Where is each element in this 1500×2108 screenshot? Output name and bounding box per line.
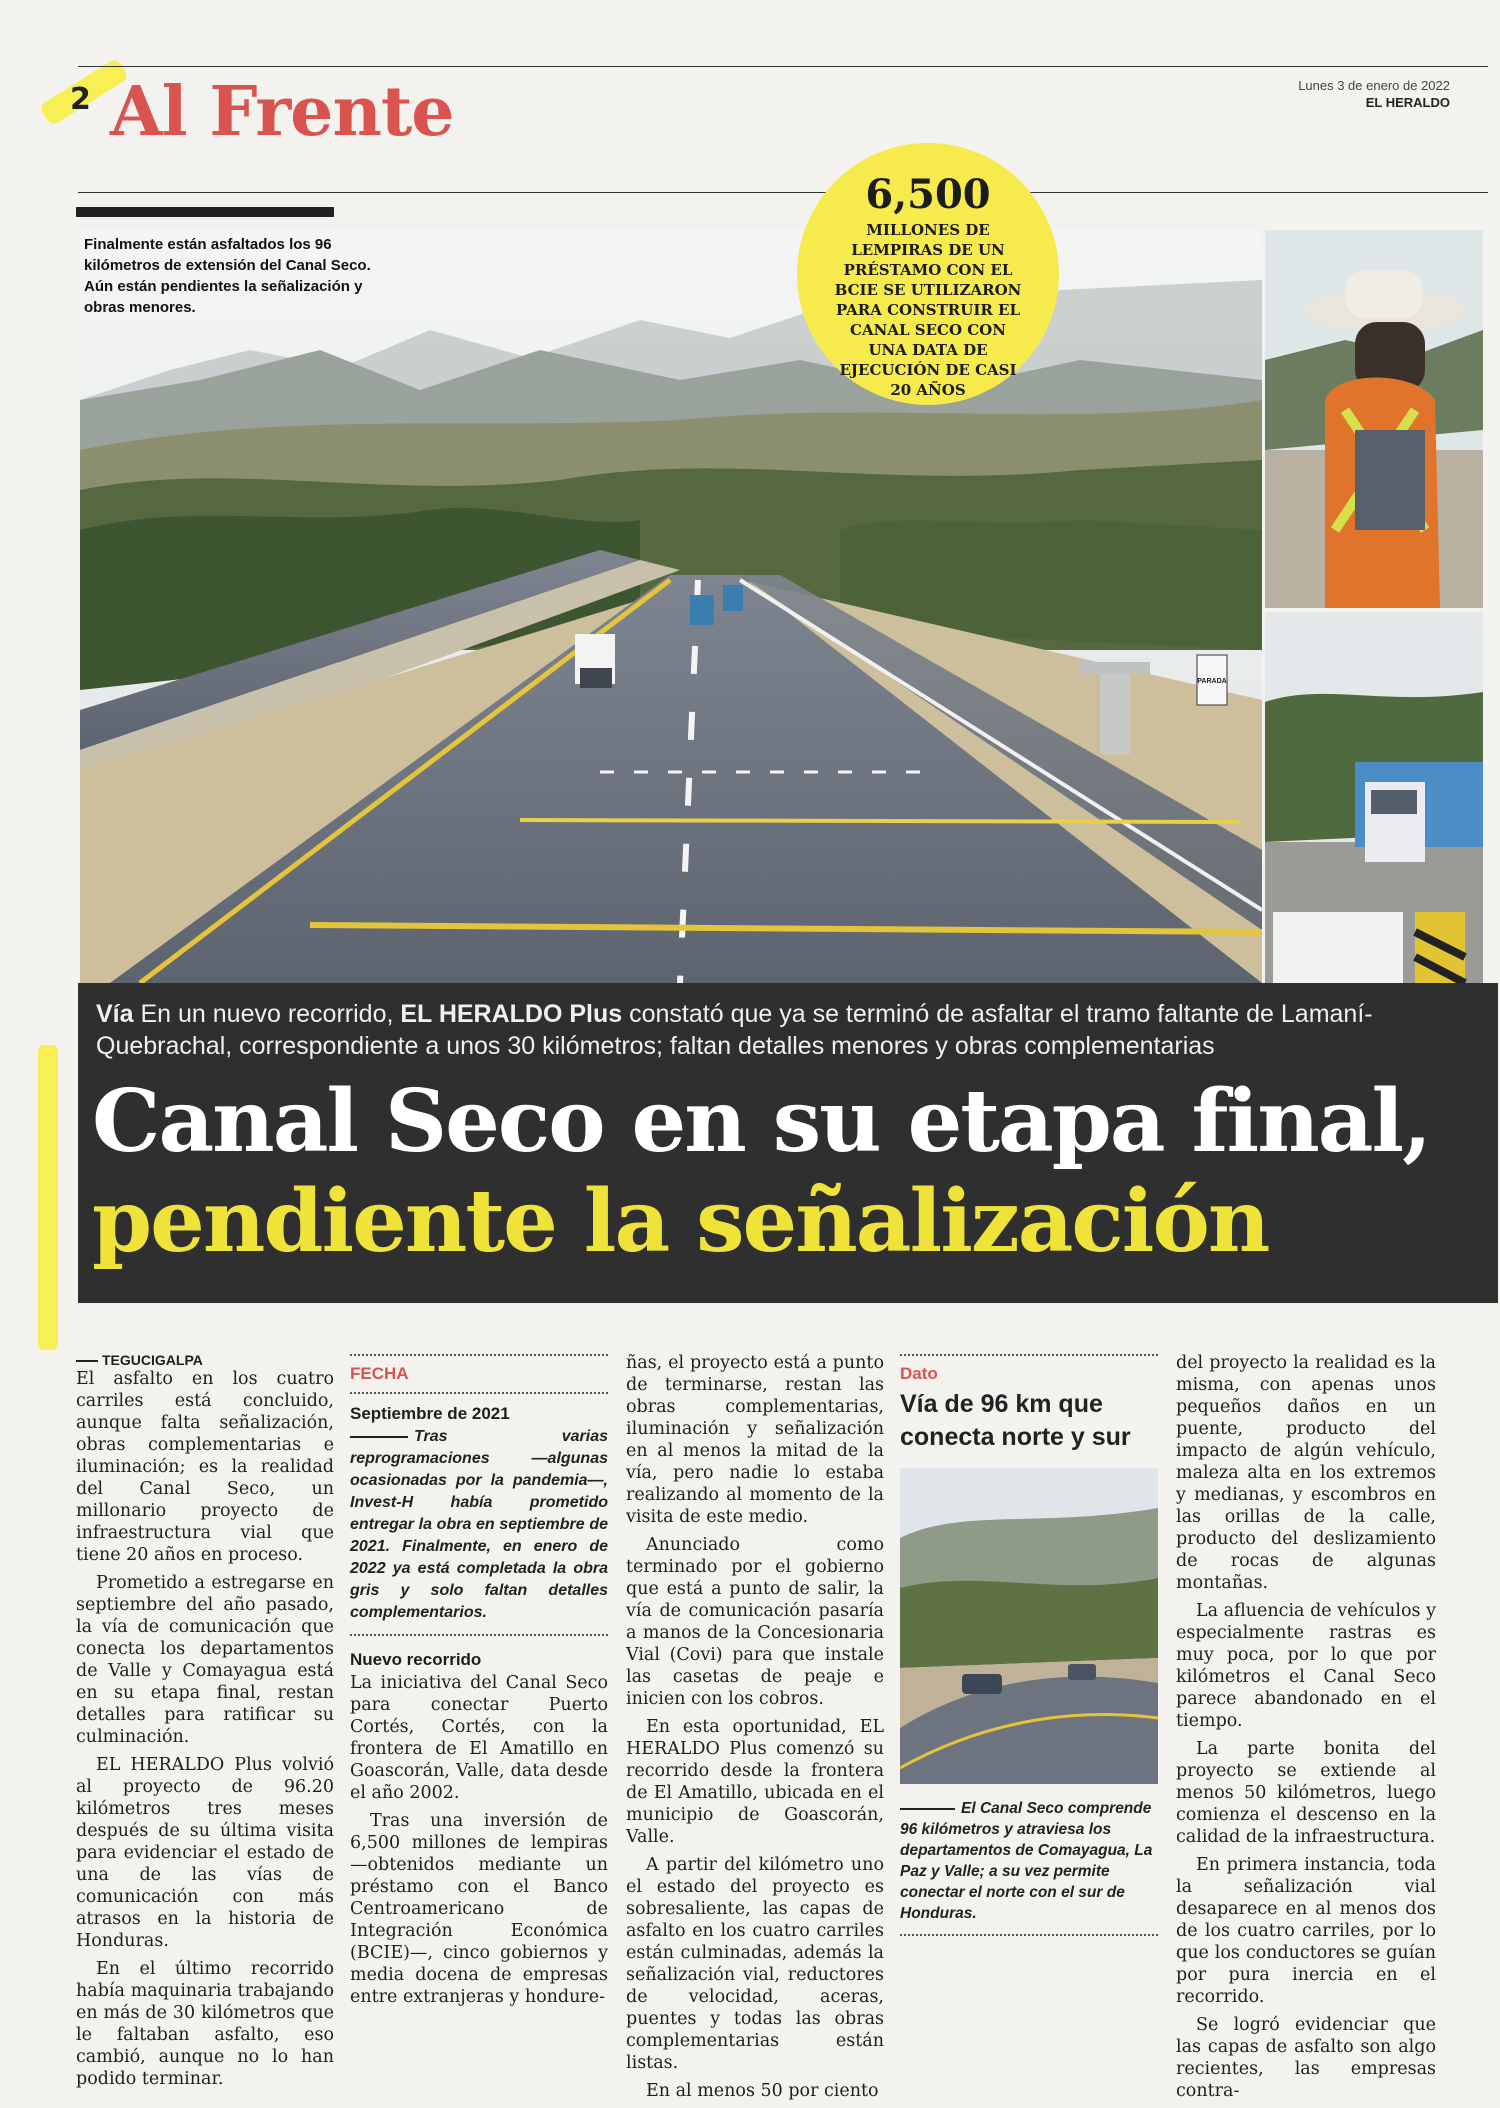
dato-box: [900, 1354, 1158, 1936]
paragraph: ñas, el proyecto está a punto de terminarse, restan las obras complementarias, iluminación y señalización en al menos la mitad de la vía, pero nadie lo estaba realizando al momento de la visita de este medio.: [626, 1353, 884, 1527]
article-column-2: [350, 1354, 608, 2014]
side-photo-truck: [1265, 612, 1483, 983]
fecha-label: FECHA: [350, 1364, 409, 1383]
deck-text-1: En un nuevo recorrido,: [140, 1000, 394, 1028]
paragraph: Se logró evidenciar que las capas de asfalto son algo recientes, las empresas contra-: [1176, 2015, 1436, 2101]
paragraph: En esta oportunidad, EL HERALDO Plus comenzó su recorrido desde la frontera de El Amatillo, ubicada en el municipio de Goascorán, Valle.: [626, 1717, 884, 1847]
paragraph: del proyecto la realidad es la misma, con apenas unos pequeños daños en un puente, producto del impacto de algún vehículo, maleza alta en los extremos y medianas, y escombros en las orillas de la calle, producto del deslizamiento de rocas de algunas montañas.: [1176, 1353, 1436, 1593]
header-rule: [78, 192, 1488, 193]
box-bottom-rule: [350, 1634, 608, 1636]
headline-line-1: Canal Seco en su etapa final,: [92, 1071, 1431, 1172]
paragraph: Tras una inversión de 6,500 millones de lempiras —obtenidos mediante un préstamo con el Banco Centroamericano de Integración Económica (BCIE)—, cinco gobiernos y media docena de empresas entre extranjeras y hondure-: [350, 1811, 608, 2007]
kicker-bar: [76, 207, 334, 217]
stat-bubble-text: MILLONES DE LEMPIRAS DE UN PRÉSTAMO CON EL BCIE SE UTILIZARON PARA CONSTRUIR EL CANAL SECO CON UNA DATA DE EJECUCIÓN DE CASI 20 AÑOS: [834, 221, 1022, 399]
subhead-nuevo-recorrido: Nuevo recorrido: [350, 1650, 482, 1669]
stat-bubble-number: 6,500: [865, 171, 991, 218]
side-photo-worker: [1265, 230, 1483, 608]
publication-name: EL HERALDO: [1365, 95, 1450, 110]
worker-illustration: [1265, 230, 1483, 608]
truck-illustration: [1265, 612, 1483, 983]
road-sign-text: PARADA: [1197, 678, 1227, 685]
dato-photo: [900, 1468, 1158, 1784]
box-rule: [350, 1392, 608, 1394]
section-title: Al Frente: [110, 72, 454, 152]
paragraph: La parte bonita del proyecto se extiende al menos 50 kilómetros, luego comienza el descenso en la calidad de la infraestructura.: [1176, 1739, 1436, 1847]
dato-caption: El Canal Seco comprende 96 kilómetros y atraviesa los departamentos de Comayagua, La Paz y Valle; a su vez permite conectar el norte con el sur de Honduras.: [900, 1798, 1158, 1924]
dato-top-rule: [900, 1354, 1158, 1356]
fecha-box-text: Tras varias reprogramaciones —algunas ocasionadas por la pandemia—, Invest-H había prometido entregar la obra en septiembre de 2021. Finalmente, en enero de 2022 ya está completada la obra gris y solo faltan detalles complementarios.: [350, 1426, 608, 1624]
paragraph: Anunciado como terminado por el gobierno que está a punto de salir, la vía de comunicación pasaría a manos de la Concesionaria Vial (Covi) para que instale las casetas de peaje e inicien con los cobros.: [626, 1535, 884, 1709]
highway-illustration: [80, 230, 1262, 983]
deck-brand: EL HERALDO Plus: [400, 1000, 623, 1028]
dateline: TEGUCIGALPA: [76, 1352, 334, 1368]
paragraph: A partir del kilómetro uno el estado del proyecto es sobresaliente, las capas de asfalto en los cuatro carriles están culminadas, además la señalización vial, reductores de velocidad, aceras, puentes y todas las obras complementarias están listas.: [626, 1855, 884, 2073]
paragraph: Prometido a estregarse en septiembre del año pasado, la vía de comunicación que conecta los departamentos de Valle y Comayagua está en su etapa final, restan detalles para ratificar su culminación.: [76, 1573, 334, 1747]
highlighter-mark-side: [38, 1045, 58, 1350]
article-column-5: [1176, 1352, 1436, 2108]
paragraph: En el último recorrido había maquinaria trabajando en más de 30 kilómetros que le faltaban asfalto, eso cambió, aunque no lo han podido terminar.: [76, 1959, 334, 2089]
headline-line-2: pendiente la señalización: [92, 1171, 1269, 1272]
dato-title: Vía de 96 km que conecta norte y sur: [900, 1390, 1131, 1451]
paragraph: En primera instancia, toda la señalización vial desaparece en al menos dos de los cuatro carriles, por lo que los conductores se guían por pura inercia en el recorrido.: [1176, 1855, 1436, 2007]
paragraph: La iniciativa del Canal Seco para conectar Puerto Cortés, Cortés, con la frontera de El Amatillo en Goascorán, Valle, data desde el año 2002.: [350, 1673, 608, 1803]
article-column-1: [76, 1352, 334, 2096]
paragraph: El asfalto en los cuatro carriles está concluido, aunque falta señalización, obras complementarias e iluminación; es la realidad del Canal Seco, un millonario proyecto de infraestructura vial que tiene 20 años en proceso.: [76, 1369, 334, 1565]
page-number: 2: [70, 82, 91, 117]
paragraph: La afluencia de vehículos y especialmente rastras es muy poca, por lo que por kilómetros el Canal Seco parece abandonado en el tiempo.: [1176, 1601, 1436, 1731]
deck-text-2: constató que ya se terminó de asfaltar el tramo faltante de Lamaní-Quebrachal, correspondiente a unos 30 kilómetros; faltan detalles menores y obras complementarias: [96, 1000, 1373, 1060]
dato-bottom-rule: [900, 1934, 1158, 1936]
headline-deck: [96, 998, 1486, 1062]
box-top-rule: [350, 1354, 608, 1356]
dato-label: Dato: [900, 1364, 938, 1383]
stat-bubble: [797, 143, 1059, 405]
fecha-date-title: Septiembre de 2021: [350, 1404, 510, 1423]
deck-label: Vía: [96, 1000, 134, 1028]
paragraph: EL HERALDO Plus volvió al proyecto de 96.20 kilómetros tres meses después de su última visita para evidenciar el estado de una de las vías de comunicación con más atrasos en la historia de Honduras.: [76, 1755, 334, 1951]
top-rule: [78, 66, 1488, 67]
photo-kicker: Finalmente están asfaltados los 96 kilómetros de extensión del Canal Seco. Aún están pendientes la señalización y obras menores.: [84, 236, 371, 316]
issue-date: Lunes 3 de enero de 2022: [1298, 78, 1450, 93]
paragraph: En al menos 50 por ciento: [646, 2081, 879, 2101]
main-photo-highway: [80, 230, 1262, 983]
article-column-3: [626, 1352, 884, 2108]
